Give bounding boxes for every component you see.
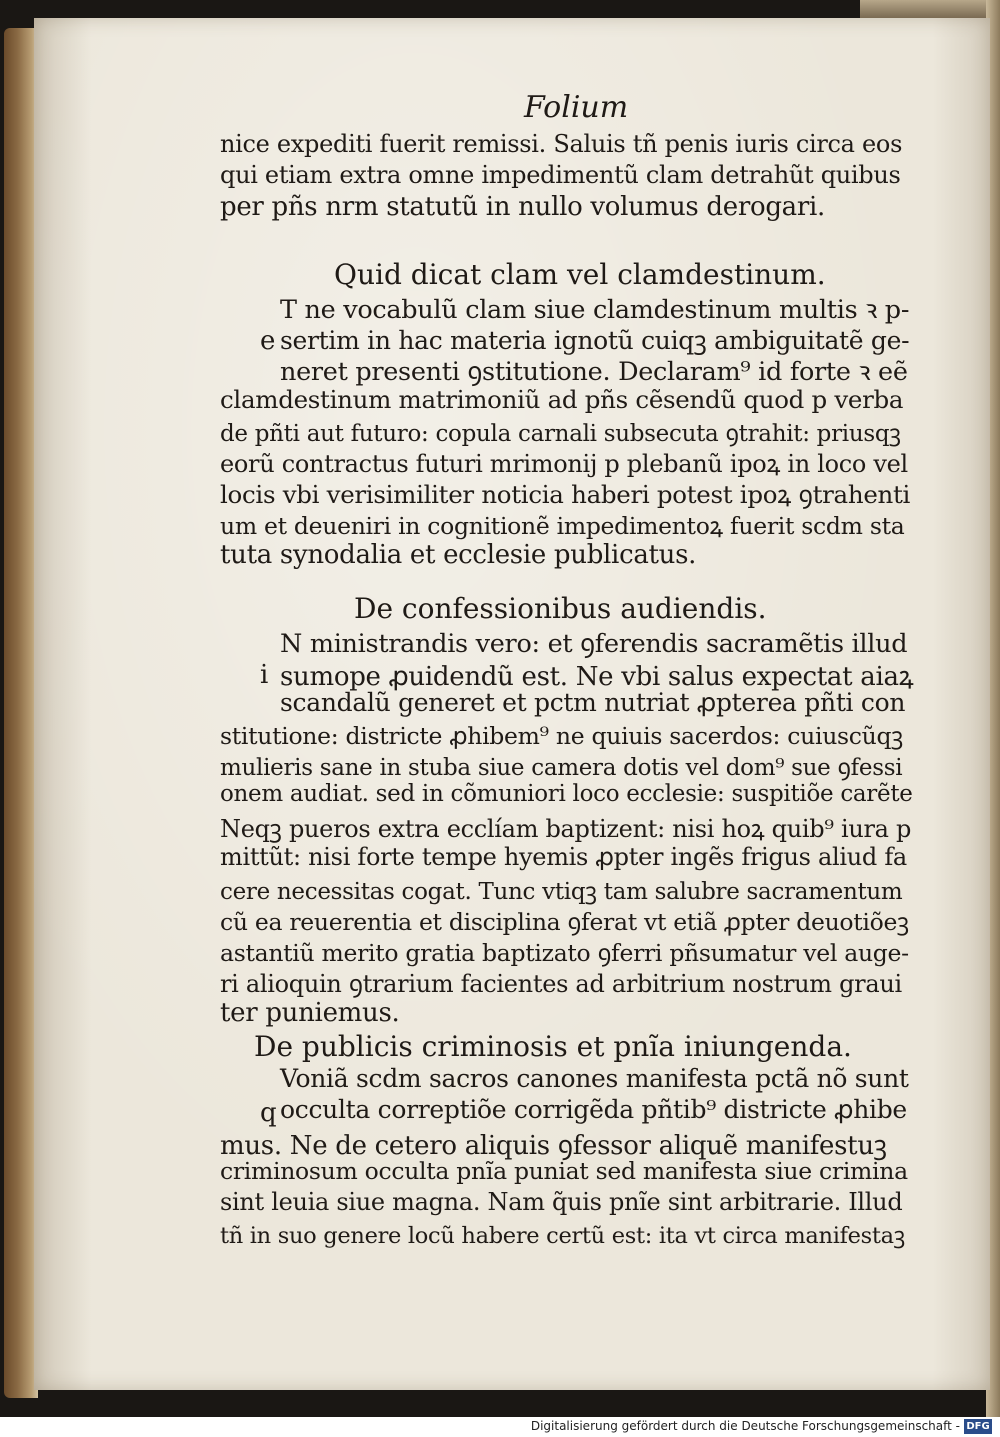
text-line: stitutione: districte ꝓhibem⁹ ne quiuis sacerdos: cuiuscũqꝫ [220, 722, 903, 750]
text-line: sumope ꝓuidendũ est. Ne vbi salus expectat aiaꝝ [280, 662, 914, 692]
dfg-logo: DFG [964, 1419, 992, 1434]
book-top-edge [860, 0, 1000, 18]
funding-credit: Digitalisierung gefördert durch die Deutsche Forschungsgemeinschaft - [530, 1419, 960, 1433]
text-line: eorũ contractus futuri mrimonij p plebanũ ipoꝝ in loco vel [220, 450, 908, 478]
text-line: T ne vocabulũ clam siue clamdestinum multis ꝛ p- [280, 295, 910, 325]
text-line: qui etiam extra omne impedimentũ clam detrahũt quibus [220, 161, 901, 189]
text-line: Neqꝫ pueros extra ecclíam baptizent: nisi hoꝝ quib⁹ iura p [220, 815, 912, 843]
text-line: cere necessitas cogat. Tunc vtiqꝫ tam salubre sacramentum [220, 879, 903, 905]
text-line: tñ in suo genere locũ habere certũ est: ita vt circa manifestaꝫ [220, 1223, 905, 1249]
initial-guide-letter: q [260, 1098, 277, 1128]
text-line: mulieris sane in stuba siue camera dotis vel dom⁹ sue ꝯfessi [220, 755, 903, 781]
book-page [34, 18, 990, 1390]
text-line: mus. Ne de cetero aliquis ꝯfessor aliquẽ manifestuꝫ [220, 1131, 887, 1161]
text-line: scandalũ generet et pctm nutriat ꝓpterea pñti con [280, 688, 906, 717]
text-line: locis vbi verisimiliter noticia haberi potest ipoꝝ ꝯtrahenti [220, 480, 911, 509]
footer-bar [0, 1417, 1000, 1437]
text-line: occulta correptiõe corrigẽda pñtib⁹ districte ꝓhibe [280, 1095, 907, 1124]
text-line: Voniã scdm sacros canones manifesta pctã nõ sunt [280, 1064, 909, 1093]
text-line: ri alioquin ꝯtrarium facientes ad arbitrium nostrum graui [220, 970, 902, 998]
section-heading: Quid dicat clam vel clamdestinum. [334, 258, 826, 291]
book-spine-edge [4, 28, 38, 1398]
text-line: sint leuia siue magna. Nam q̃uis pnĩe sint arbitrarie. Illud [220, 1188, 903, 1216]
text-line: criminosum occulta pnĩa puniat sed manifesta siue crimina [220, 1157, 908, 1185]
text-line: neret presenti ꝯstitutione. Declaram⁹ id forte ꝛ eẽ [280, 357, 908, 387]
text-line: sertim in hac materia ignotũ cuiqꝫ ambiguitatẽ ge- [280, 326, 910, 355]
section-heading: De confessionibus audiendis. [354, 592, 767, 625]
text-line: ter puniemus. [220, 998, 400, 1028]
section-heading: De publicis criminosis et pnĩa iniungenda. [254, 1030, 852, 1063]
text-line: clamdestinum matrimoniũ ad pñs cẽsendũ quod p verba [220, 385, 904, 414]
text-line: um et deueniri in cognitionẽ impedimentoꝝ fuerit scdm sta [220, 512, 905, 540]
initial-guide-letter: i [260, 660, 269, 690]
text-line: de pñti aut futuro: copula carnali subsecuta ꝯtrahit: priusqꝫ [220, 421, 901, 447]
text-line: astantiũ merito gratia baptizato ꝯferri pñsumatur vel auge- [220, 939, 909, 967]
text-line: mittũt: nisi forte tempe hyemis ꝓpter ingẽs frigus aliud fa [220, 843, 907, 871]
text-line: per pñs nrm statutũ in nullo volumus derogari. [220, 192, 825, 222]
text-line: tuta synodalia et ecclesie publicatus. [220, 540, 697, 570]
text-line: onem audiat. sed in cõmuniori loco ecclesie: suspitiõe carẽte [220, 781, 913, 807]
initial-guide-letter: e [260, 326, 276, 356]
text-line: N ministrandis vero: et ꝯferendis sacramẽtis illud [280, 629, 908, 659]
text-line: cũ ea reuerentia et disciplina ꝯferat vt etiã ꝓpter deuotiõeꝫ [220, 908, 909, 936]
text-line: nice expediti fuerit remissi. Saluis tñ penis iuris circa eos [220, 130, 903, 158]
running-head: Folium [524, 90, 629, 125]
